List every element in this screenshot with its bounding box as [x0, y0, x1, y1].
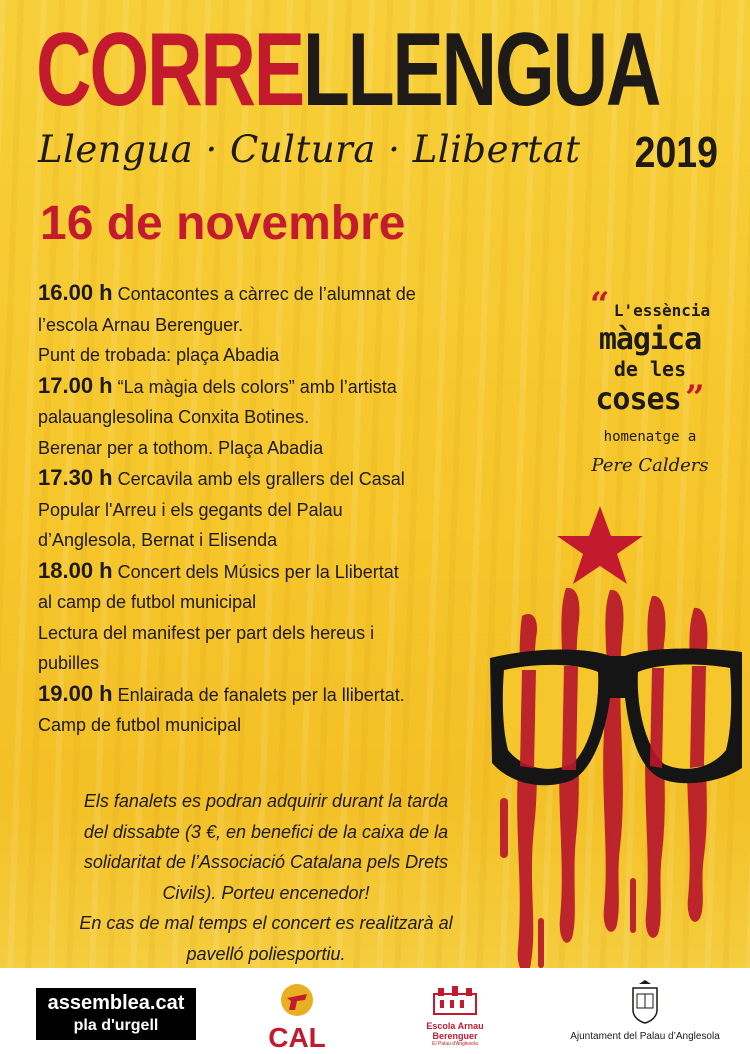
year: 2019 — [634, 128, 718, 177]
school-name-1: Escola Arnau — [426, 1021, 484, 1031]
ajuntament-name: Ajuntament del Palau d’Anglesola — [570, 1031, 720, 1042]
school-name-2: Berenguer — [432, 1031, 478, 1041]
program-detail-line: l’escola Arnau Berenguer. — [38, 314, 244, 335]
quote-line-1: L'essència — [613, 301, 711, 320]
program-item-1 — [38, 371, 518, 403]
program-time: 18.00 h — [38, 557, 113, 583]
program-text: Cercavila amb els grallers del Casal — [117, 469, 405, 489]
quote-author: Pere Calders — [591, 455, 709, 476]
note-line: solidaritat de l’Associació Catalana pels Drets — [83, 852, 449, 872]
note-line: Els fanalets es podran adquirir durant la tarda — [83, 791, 449, 811]
event-date: 16 de novembre — [40, 197, 406, 250]
program-time: 19.00 h — [38, 680, 113, 706]
assemblea-logo[interactable] — [36, 988, 196, 1040]
program-time: 16.00 h — [38, 280, 113, 305]
school-logo[interactable] — [420, 986, 490, 1048]
program-text: Contacontes a càrrec de l’alumnat de — [117, 284, 416, 304]
program-item-0 — [38, 278, 518, 310]
homenatge-label: homenatge a — [603, 429, 697, 445]
quote-line-2: màgica — [598, 322, 702, 357]
program-detail-line: pubilles — [38, 653, 100, 673]
program-detail-line: palauanglesolina Conxita Botines. — [38, 407, 310, 427]
star-icon — [557, 506, 643, 584]
program-text: Enlairada de fanalets per la llibertat. — [117, 684, 405, 705]
note-line: Civils). Porteu encenedor! — [162, 882, 370, 903]
program-item-3 — [38, 556, 518, 588]
quote-line-3: de les — [613, 357, 687, 381]
program-item-2 — [38, 463, 518, 495]
assemblea-region: pla d'urgell — [73, 1017, 159, 1034]
quote — [560, 285, 740, 476]
cal-emblem-icon — [277, 982, 317, 1018]
title — [36, 10, 726, 128]
footer-logos — [0, 968, 750, 1054]
note — [36, 786, 496, 969]
note-line: En cas de mal temps el concert es realitzarà al — [79, 913, 453, 933]
subtitle: Llengua · Cultura · Llibertat — [38, 128, 581, 171]
school-building-icon — [430, 986, 480, 1016]
program-item-4 — [38, 679, 518, 711]
estelada-glasses-illustration — [480, 498, 750, 998]
ajuntament-logo[interactable] — [560, 980, 730, 1042]
program-detail-line: Lectura del manifest per part dels hereus i — [38, 622, 375, 643]
program-time: 17.30 h — [38, 465, 113, 490]
assemblea-name: assemblea.cat — [47, 992, 185, 1014]
program-list — [38, 278, 518, 741]
coat-of-arms-icon — [629, 980, 661, 1024]
program-detail-line: al camp de futbol municipal — [38, 592, 257, 612]
open-quote-mark: “ — [589, 285, 610, 325]
cal-text: CAL — [268, 1022, 326, 1053]
program-detail-line: Punt de trobada: plaça Abadia — [38, 345, 280, 365]
note-line: del dissabte (3 €, en benefici de la caixa de la — [83, 821, 449, 842]
program-time: 17.00 h — [38, 372, 113, 398]
program-detail-line: d’Anglesola, Bernat i Elisenda — [38, 530, 278, 550]
program-text: “La màgia dels colors” amb l’artista — [117, 376, 397, 397]
school-location: El Palau d'Anglesola — [432, 1041, 478, 1047]
close-quote-mark: ” — [685, 378, 705, 418]
title-corre: CORRE — [36, 12, 303, 128]
program-detail-line: Popular l'Arreu i els gegants del Palau — [38, 499, 343, 520]
cal-logo[interactable] — [262, 982, 332, 1053]
program-detail-line: Camp de futbol municipal — [38, 715, 242, 735]
program-detail-line: Berenar per a tothom. Plaça Abadia — [38, 437, 324, 458]
title-llengua: LLENGUA — [302, 12, 660, 128]
note-line: pavelló poliesportiu. — [186, 943, 346, 964]
program-text: Concert dels Músics per la Llibertat — [117, 561, 399, 582]
quote-line-4: coses — [595, 382, 681, 417]
